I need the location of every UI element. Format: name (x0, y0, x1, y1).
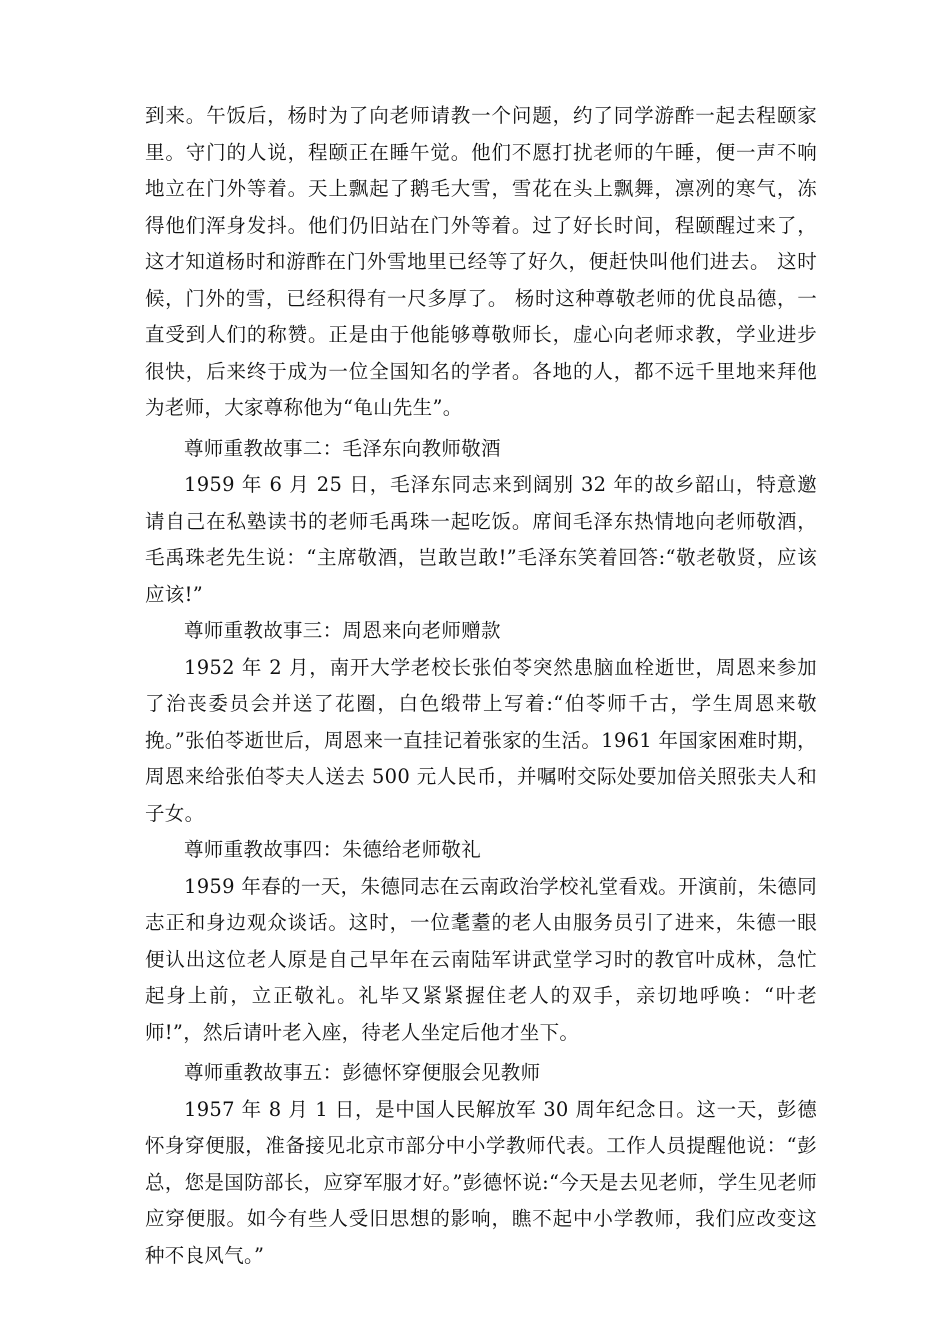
heading-story-two: 尊师重教故事二：毛泽东向教师敬酒 (184, 436, 501, 460)
paragraph-story-two: 1959 年 6 月 25 日，毛泽东同志来到阔别 32 年的故乡韶山，特意邀请自己在私塾读书的老师毛禹珠一起吃饭。席间毛泽东热情地向老师敬酒，毛禹珠老先生说：“主席敬酒，岂敢岂敢!”毛泽东笑着回答:“敬老敬贤，应该应该!” (145, 473, 817, 606)
heading-story-four: 尊师重教故事四：朱德给老师敬礼 (184, 838, 482, 861)
paragraph-story-one-continued: 到来。午饭后，杨时为了向老师请教一个问题，约了同学游酢一起去程颐家里。守门的人说，程颐正在睡午觉。他们不愿打扰老师的午睡，便一声不响地立在门外等着。天上飘起了鹅毛大雪，雪花在头上飘舞，凛冽的寒气，冻得他们浑身发抖。他们仍旧站在门外等着。过了好长时间，程颐醒过来了，这才知道杨时和游酢在门外雪地里已经等了好久，便赶快叫他们进去。 这时候，门外的雪，已经积得有一尺多厚了。 杨时这种尊敬老师的优良品德，一直受到人们的称赞。正是由于他能够尊敬师长，虚心向老师求教，学业进步很快，后来终于成为一位全国知名的学者。各地的人，都不远千里地来拜他为老师，大家尊称他为“龟山先生”。 (145, 104, 817, 419)
paragraph-story-three: 1952 年 2 月，南开大学老校长张伯苓突然患脑血栓逝世，周恩来参加了治丧委员会并送了花圈，白色缎带上写着:“伯苓师千古，学生周恩来敬挽。”张伯苓逝世后，周恩来一直挂记着张家的生活。1961 年国家困难时期，周恩来给张伯苓夫人送去 500 元人民币，并嘱咐交际处要加倍关照张夫人和子女。 (145, 655, 817, 825)
document-page (145, 98, 817, 1274)
paragraph-story-five: 1957 年 8 月 1 日，是中国人民解放军 30 周年纪念日。这一天，彭德怀身穿便服，准备接见北京市部分中小学教师代表。工作人员提醒他说：“彭总，您是国防部长，应穿军服才好。”彭德怀说:“今天是去见老师，学生见老师应穿便服。如今有些人受旧思想的影响，瞧不起中小学教师，我们应改变这种不良风气。” (145, 1097, 817, 1267)
paragraph-story-four: 1959 年春的一天，朱德同志在云南政治学校礼堂看戏。开演前，朱德同志正和身边观众谈话。这时，一位耄耋的老人由服务员引了进来，朱德一眼便认出这位老人原是自己早年在云南陆军讲武堂学习时的教官叶成林，急忙起身上前，立正敬礼。礼毕又紧紧握住老人的双手，亲切地呼唤：“叶老师!”，然后请叶老入座，待老人坐定后他才坐下。 (145, 874, 817, 1044)
heading-story-five: 尊师重教故事五：彭德怀穿便服会见教师 (184, 1061, 541, 1084)
heading-story-three: 尊师重教故事三：周恩来向老师赠款 (184, 619, 501, 642)
